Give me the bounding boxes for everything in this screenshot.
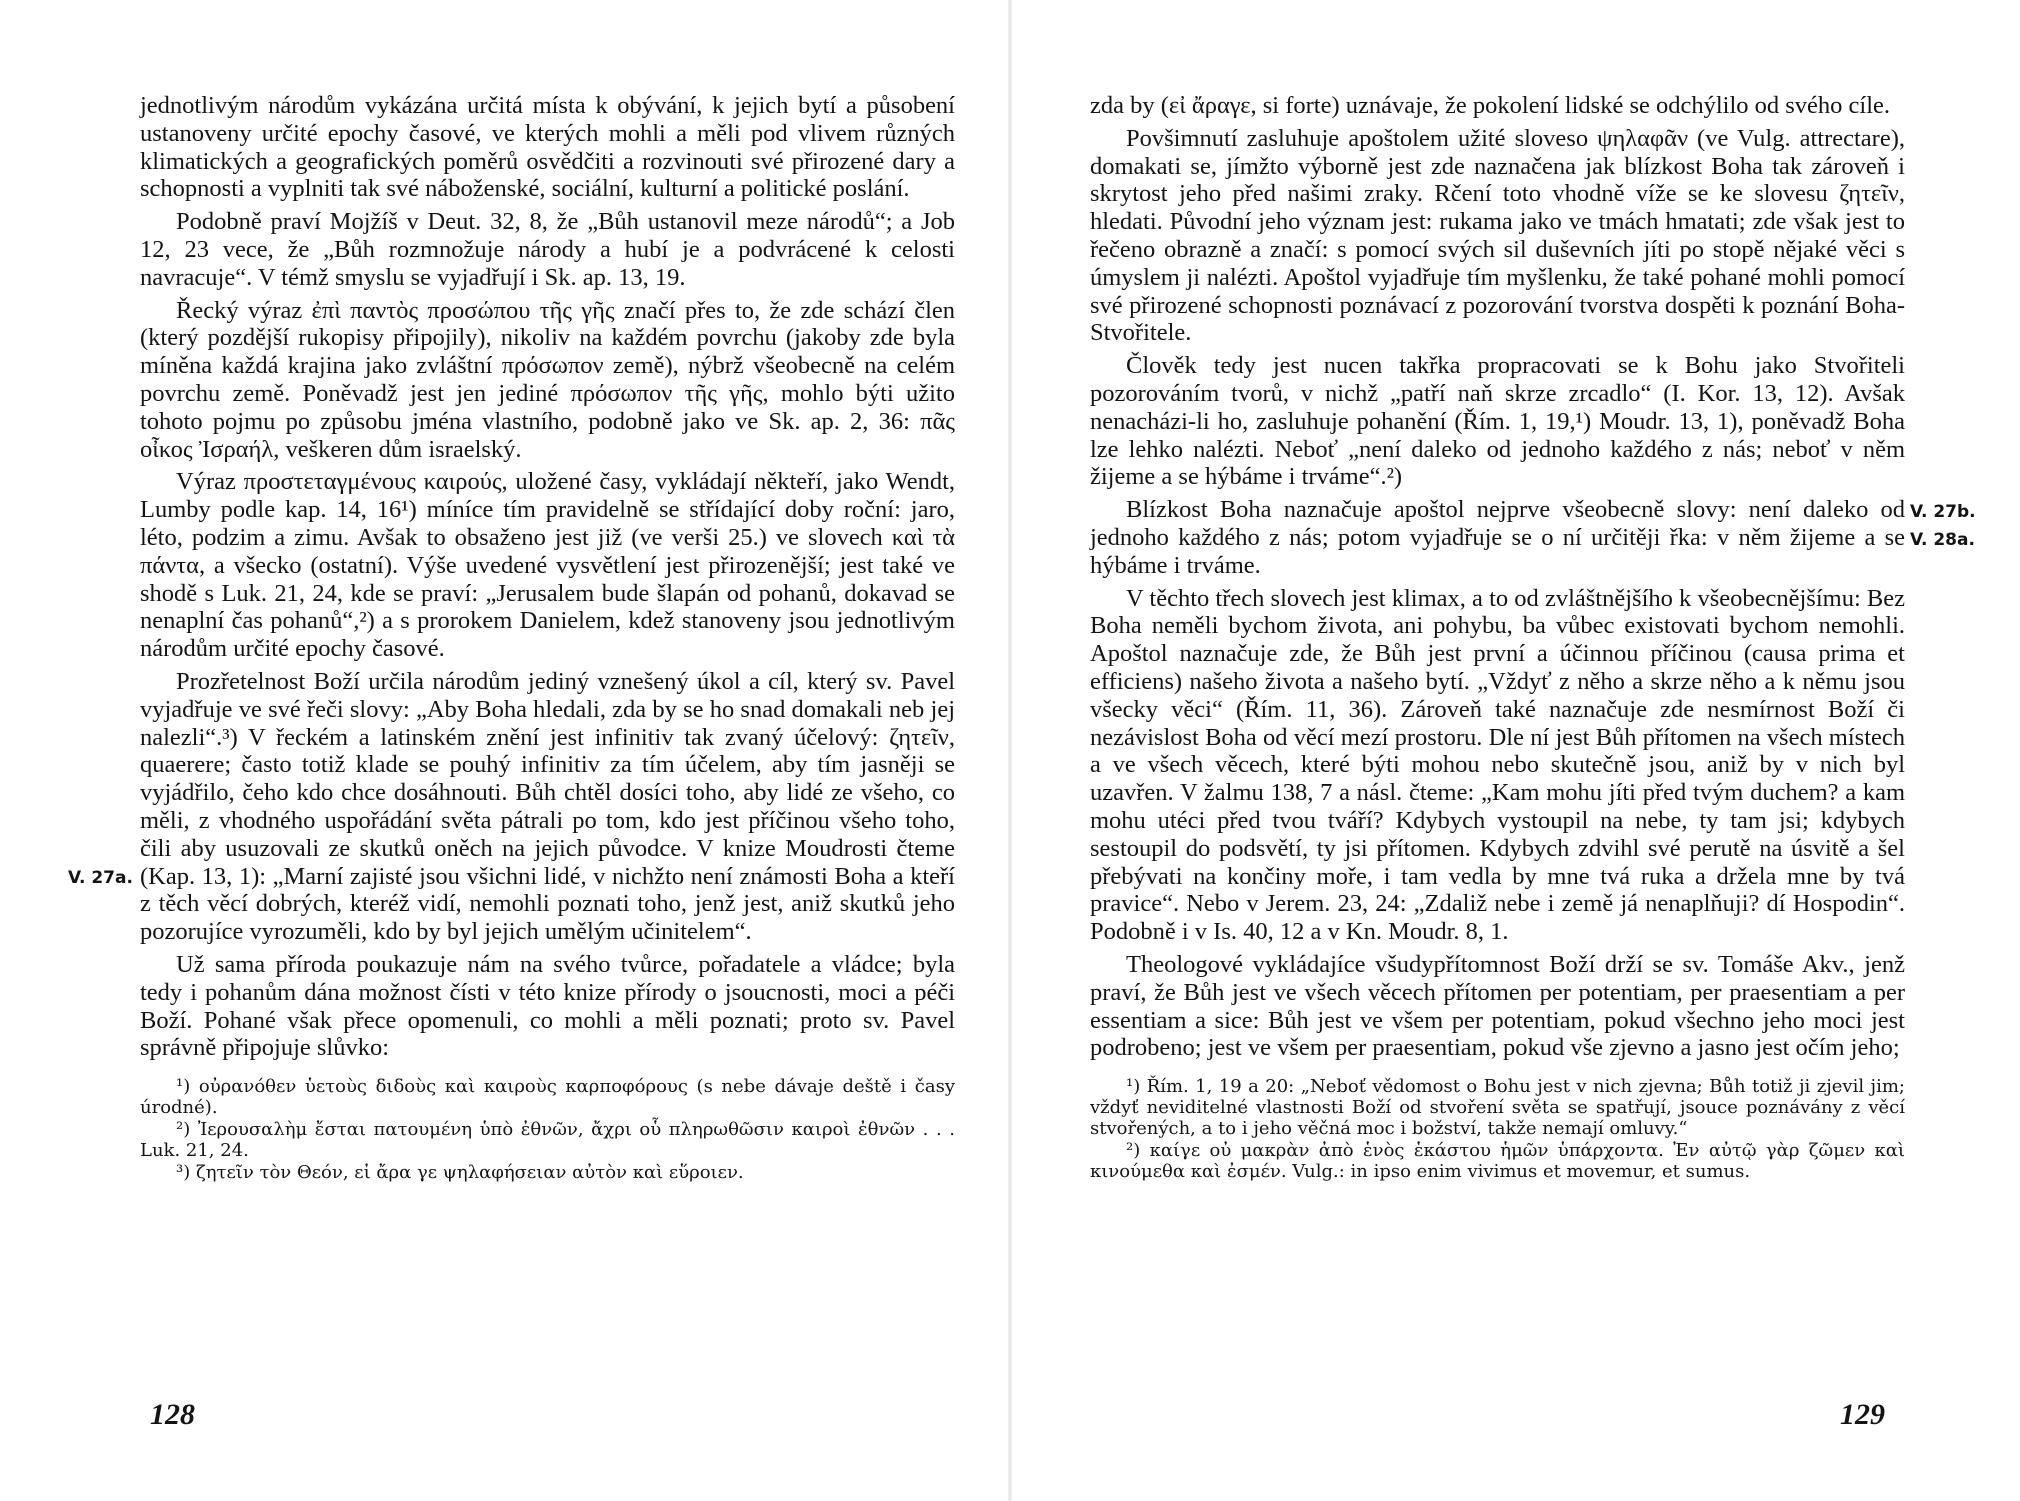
page-number: 129 (1840, 1398, 1885, 1431)
footnote: ³) ζητεῖν τὸν Θεόν, εἰ ἄρα γε ψηλαφήσειαν αὐτὸν καὶ εὕροιεν. (176, 1162, 744, 1184)
margin-verse-reference: V. 28a. (1910, 530, 1975, 550)
paragraph: Theologové vykládajíce všudypřítomnost Boží drží se sv. Tomáše Akv., jenž praví, že Bůh jest ve všech věcech přítomen per potentiam, per praesentiam a per essentiam a sice: Bůh jest ve všem per potentiam, pokud všechno jeho moci jest podrobeno; jest ve všem per praesentiam, pokud vše zjevno a jasno jest očím jeho; (1090, 950, 1905, 1062)
footnote: ²) καίγε οὐ μακρὰν ἀπὸ ἑνὸς ἑκάστου ἡμῶν ὑπάρχοντα. Ἐν αὐτῷ γὰρ ζῶμεν καὶ κινούμεθα καὶ ἐσμέν. Vulg.: in ipso enim vivimus et movemur, et sumus. (1090, 1140, 1905, 1183)
right-page (1010, 0, 2020, 1501)
right-body-text (1090, 92, 1905, 1062)
margin-verse-reference: V. 27b. (1910, 502, 1976, 522)
footnote: ¹) Řím. 1, 19 a 20: „Neboť vědomost o Bohu jest v nich zjevna; Bůh totiž ji zjevil jim; vždyť neviditelné vlastnosti Boží od stvoření světa se spatřují, jsouce poznávány z věcí stvořených, a to i jeho věčná moc i božství, takže nemají omluvy.“ (1090, 1076, 1905, 1140)
margin-verse-reference: V. 27a. (68, 868, 133, 888)
paragraph: Podobně praví Mojžíš v Deut. 32, 8, že „Bůh ustanovil meze národů“; a Job 12, 23 vece, že „Bůh rozmnožuje národy a hubí je a podvrácené k celosti navracuje“. V témž smyslu se vyjadřují i Sk. ap. 13, 19. (140, 208, 955, 291)
right-footnotes (1090, 1076, 1905, 1182)
left-body-text (140, 92, 955, 1062)
paragraph: Výraz προστεταγμένους καιρούς, uložené časy, vykládají někteří, jako Wendt, Lumby podle kap. 14, 16¹) míníce tím pravidelně se střídající doby roční: jaro, léto, podzim a zimu. Avšak to obsaženo jest již (ve verši 25.) ve slovech καὶ τὰ πάντα, a všecko (ostatní). Výše uvedené vysvětlení jest přirozenější; jest také ve shodě s Luk. 21, 24, kde se praví: „Jerusalem bude šlapán od pohanů, dokavad se nenaplní čas pohanů“,²) a s prorokem Danielem, kdež stanoveny jsou jednotlivým národům určité epochy časové. (140, 468, 955, 663)
right-text-column (1090, 92, 1905, 1183)
paragraph: Už sama příroda poukazuje nám na svého tvůrce, pořadatele a vládce; byla tedy i pohanům dána možnost čísti v této knize přírody o jsoucnosti, moci a péči Boží. Pohané však přece opomenuli, co mohli a měli poznati; proto sv. Pavel správně připojuje slůvko: (140, 950, 955, 1062)
paragraph: Povšimnutí zasluhuje apoštolem užité sloveso ψηλαφᾶν (ve Vulg. attrectare), domakati se, jímžto výborně jest zde naznačena jak blízkost Boha tak zároveň i skrytost jeho před našimi zraky. Rčení toto vhodně víže se ke slovesu ζητεῖν, hledati. Původní jeho význam jest: rukama jako ve tmách hmatati; zde však jest to řečeno obrazně a značí: s pomocí svých sil duševních jíti po stopě nějaké věci s úmyslem ji nalézti. Apoštol vyjadřuje tím myšlenku, že také pohané mohli pomocí své přirozené schopnosti poznávací z pozorování tvorstva dospěti k poznání Boha-Stvořitele. (1090, 124, 1905, 347)
paragraph: Člověk tedy jest nucen takřka propracovati se k Bohu jako Stvořiteli pozorováním tvorů, v nichž „patří naň skrze zrcadlo“ (I. Kor. 13, 12). Avšak nenacházi-li ho, zasluhuje pohanění (Řím. 1, 19,¹) Moudr. 13, 1), poněvadž Boha lze lehko nalézti. Neboť „není daleko od jednoho každého z nás; neboť v něm žijeme a se hýbáme i trváme“.²) (1090, 352, 1905, 491)
page-number: 128 (150, 1398, 195, 1431)
left-footnotes (140, 1076, 955, 1183)
paragraph: V těchto třech slovech jest klimax, a to od zvláštnějšího k všeobecnějšímu: Bez Boha neměli bychom života, ani pohybu, ba vůbec existovati bychom nemohli. Apoštol naznačuje zde, že Bůh jest první a účinnou příčinou (causa prima et efficiens) našeho života a našeho bytí. „Vždyť z něho a skrze něho a k němu jsou všecky věci“ (Řím. 11, 36). Zároveň také naznačuje zde nesmírnost Boží či nezávislost Boha od věcí mezí prostoru. Dle ní jest Bůh přítomen na všech místech a ve všech věcech, které býti mohou nebo skutečně jsou, aniž by v nich byl uzavřen. V žalmu 138, 7 a násl. čteme: „Kam mohu jíti před tvým duchem? a kam mohu utéci před tvou tváří? Kdybych vystoupil na nebe, ty tam jsi; kdybych sestoupil do podsvětí, ty jsi přítomen. Kdybych zdvihl své perutě na úsvitě a šel přebývati na končiny moře, i tam vedla by mne tvá ruka a držela mne by tvá pravice“. Nebo v Jerem. 23, 24: „Zdaliž nebe i země já nenaplňuji? dí Hospodin“. Podobně i v Is. 40, 12 a v Kn. Moudr. 8, 1. (1090, 584, 1905, 946)
left-text-column (140, 92, 955, 1184)
paragraph: jednotlivým národům vykázána určitá místa k obývání, k jejich bytí a působení ustanoveny určité epochy časové, ve kterých mohli a měli pod vlivem různých klimatických a geografických poměrů osvědčiti a rozvinouti své přirozené dary a schopnosti a vyplniti tak své náboženské, sociální, kulturní a politické poslání. (140, 92, 955, 203)
paragraph: Prozřetelnost Boží určila národům jediný vznešený úkol a cíl, který sv. Pavel vyjadřuje ve své řeči slovy: „Aby Boha hledali, zda by se ho snad domakali neb jej nalezli“.³) V řeckém a latinském znění jest infinitiv tak zvaný účelový: ζητεῖν, quaerere; často totiž klade se pouhý infinitiv za tím účelem, aby tím jasněji se vyjádřilo, čeho kdo chce dosáhnouti. Bůh chtěl dosíci toho, aby lidé ze všeho, co měli, z vhodného uspořádání světa pátrali po tom, kdo jest příčinou všeho toho, čili aby usuzovali ze skutků oněch na jejich původce. V knize Moudrosti čteme (Kap. 13, 1): „Marní zajisté jsou všichni lidé, v nichžto není známosti Boha a kteří z těch věcí dobrých, kteréž vidí, nemohli poznati toho, jenž jest, aniž skutků jeho pozorujíce vyrozuměli, kdo by byl jejich umělým učinitelem“. (140, 667, 955, 946)
footnote: ¹) οὐρανόθεν ὑετοὺς διδοὺς καὶ καιροὺς καρποφόρους (s nebe dávaje deště i časy úrodné). (140, 1076, 955, 1119)
paragraph: Blízkost Boha naznačuje apoštol nejprve všeobecně slovy: není daleko od jednoho každého z nás; potom vyjadřuje se o ní určitěji řka: v něm žijeme a se hýbáme i trváme. (1090, 496, 1905, 579)
paragraph: Řecký výraz ἐπὶ παντὸς προσώπου τῆς γῆς značí přes to, že zde schází člen (který pozdější rukopisy připojily), nikoliv na každém povrchu (jakoby zde byla míněna každá krajina jako zvláštní πρόσωπον země), nýbrž všeobecně na celém povrchu země. Poněvadž jest jen jediné πρόσωπον τῆς γῆς, mohlo býti užito tohoto pojmu po způsobu jména vlastního, podobně jako ve Sk. ap. 2, 36: πᾶς οἶκος Ἰσραήλ, veškeren dům israelský. (140, 296, 955, 463)
paragraph: zda by (εἰ ἄραγε, si forte) uznávaje, že pokolení lidské se odchýlilo od svého cíle. (1090, 92, 1891, 119)
footnote: ²) Ἰερουσαλὴμ ἔσται πατουμένη ὑπὸ ἐθνῶν, ἄχρι οὗ πληρωθῶσιν καιροὶ ἐθνῶν . . . Luk. 21, 24. (140, 1119, 955, 1162)
